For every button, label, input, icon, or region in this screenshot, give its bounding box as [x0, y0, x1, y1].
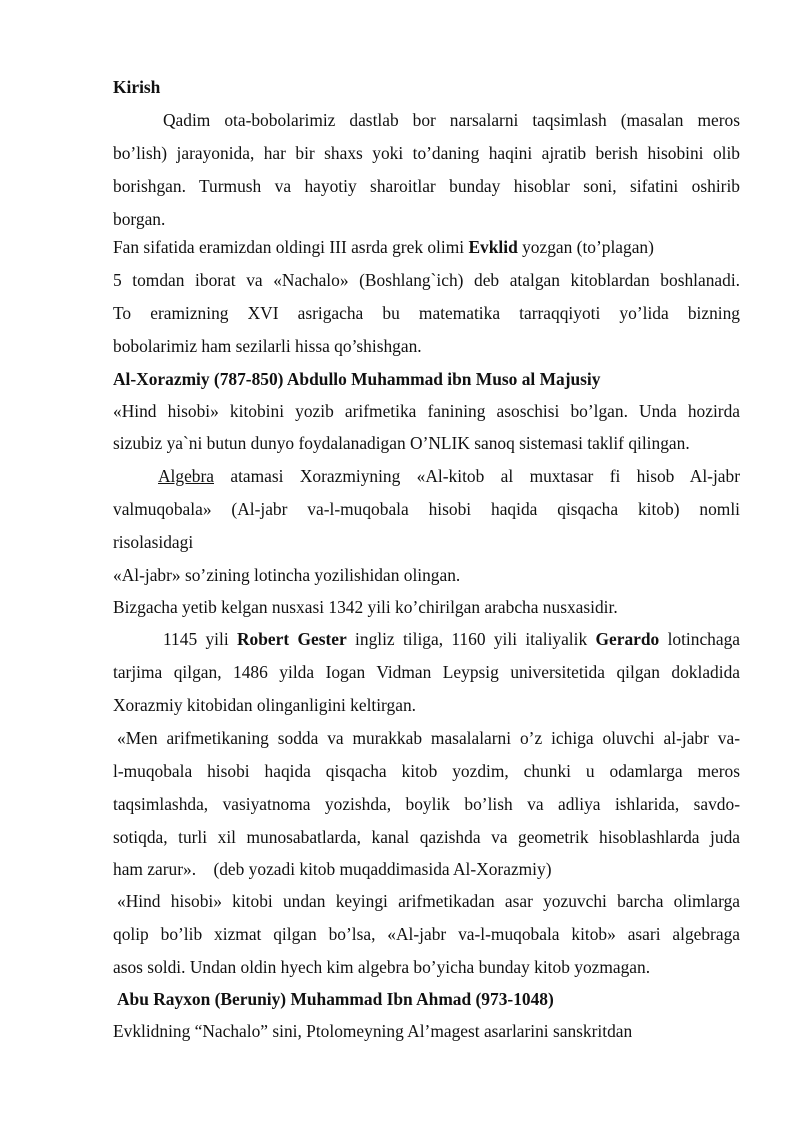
quote-line: sotiqda, turli xil munosabatlarda, kanal qazishda va geometrik hisoblashlarda juda: [113, 827, 740, 847]
paragraph-line: tarjima qilgan, 1486 yilda Iogan Vidman Leypsig universitetida qilgan dokladida: [113, 662, 740, 682]
paragraph-line: 1145 yili Robert Gester ingliz tiliga, 1160 yili italiyalik Gerardo lotinchaga: [163, 629, 741, 649]
paragraph-line: bo’lish) jarayonida, har bir shaxs yoki to’daning haqini ajratib berish hisobini olib: [113, 143, 740, 163]
name-robert-gester: Robert Gester: [236, 629, 347, 649]
paragraph-line: «Al-jabr» so’zining lotincha yozilishidan olingan.: [113, 565, 461, 585]
quote-line: ham zarur». (deb yozadi kitob muqaddimasida Al-Xorazmiy): [113, 859, 552, 879]
paragraph-line: qolip bo’lib xizmat qilgan bo’lsa, «Al-jabr va-l-muqobala kitob» asari algebraga: [113, 924, 740, 944]
paragraph-line: Algebra atamasi Xorazmiyning «Al-kitob al muxtasar fi hisob Al-jabr: [158, 466, 740, 486]
paragraph-line: 5 tomdan iborat va «Nachalo» (Boshlang`ich) deb atalgan kitoblardan boshlanadi.: [113, 270, 740, 290]
paragraph-line: risolasidagi: [113, 532, 194, 552]
section-heading-al-xorazmiy: Al-Xorazmiy (787-850) Abdullo Muhammad ibn Muso al Majusiy: [113, 369, 601, 389]
section-heading-kirish: Kirish: [113, 77, 161, 97]
paragraph-line: Evklidning “Nachalo” sini, Ptolomeyning Al’magest asarlarini sanskritdan: [113, 1021, 633, 1041]
paragraph-line: Qadim ota-bobolarimiz dastlab bor narsalarni taqsimlash (masalan meros: [163, 110, 740, 130]
quote-line: l-muqobala hisobi haqida qisqacha kitob yozdim, chunki u odamlarga meros: [113, 761, 740, 781]
paragraph-line: «Hind hisobi» kitobini yozib arifmetika fanining asoschisi bo’lgan. Unda hozirda: [113, 401, 740, 421]
paragraph-line: valmuqobala» (Al-jabr va-l-muqobala hisobi haqida qisqacha kitob) nomli: [113, 499, 740, 519]
quote-line: taqsimlashda, vasiyatnoma yozishda, boylik bo’lish va adliya ishlarida, savdo-: [113, 794, 740, 814]
name-evklid: Evklid: [468, 237, 518, 257]
paragraph-line: asos soldi. Undan oldin hyech kim algebra bo’yicha bunday kitob yozmagan.: [113, 957, 651, 977]
paragraph-line: Xorazmiy kitobidan olinganligini keltirgan.: [113, 695, 416, 715]
paragraph-line: borishgan. Turmush va hayotiy sharoitlar bunday hisoblar soni, sifatini oshirib: [113, 176, 740, 196]
paragraph-line: Fan sifatida eramizdan oldingi III asrda grek olimi Evklid yozgan (to’plagan): [113, 237, 654, 257]
paragraph-line: sizubiz ya`ni butun dunyo foydalanadigan O’NLIK sanoq sistemasi taklif qilingan.: [113, 433, 690, 453]
name-gerardo: Gerardo: [595, 629, 660, 649]
quote-line: «Men arifmetikaning sodda va murakkab masalalarni o’z ichiga oluvchi al-jabr va-: [117, 728, 740, 748]
paragraph-line: To eramizning XVI asrigacha bu matematika tarraqqiyoti yo’lida bizning: [113, 303, 740, 323]
section-heading-beruniy: Abu Rayxon (Beruniy) Muhammad Ibn Ahmad (973-1048): [117, 989, 554, 1009]
paragraph-line: bobolarimiz ham sezilarli hissa qo’shishgan.: [113, 336, 422, 356]
paragraph-line: «Hind hisobi» kitobi undan keyingi arifmetikadan asar yozuvchi barcha olimlarga: [117, 891, 740, 911]
paragraph-line: borgan.: [113, 209, 166, 229]
paragraph-line: Bizgacha yetib kelgan nusxasi 1342 yili ko’chirilgan arabcha nusxasidir.: [113, 597, 618, 617]
algebra-link[interactable]: Algebra: [158, 466, 215, 486]
